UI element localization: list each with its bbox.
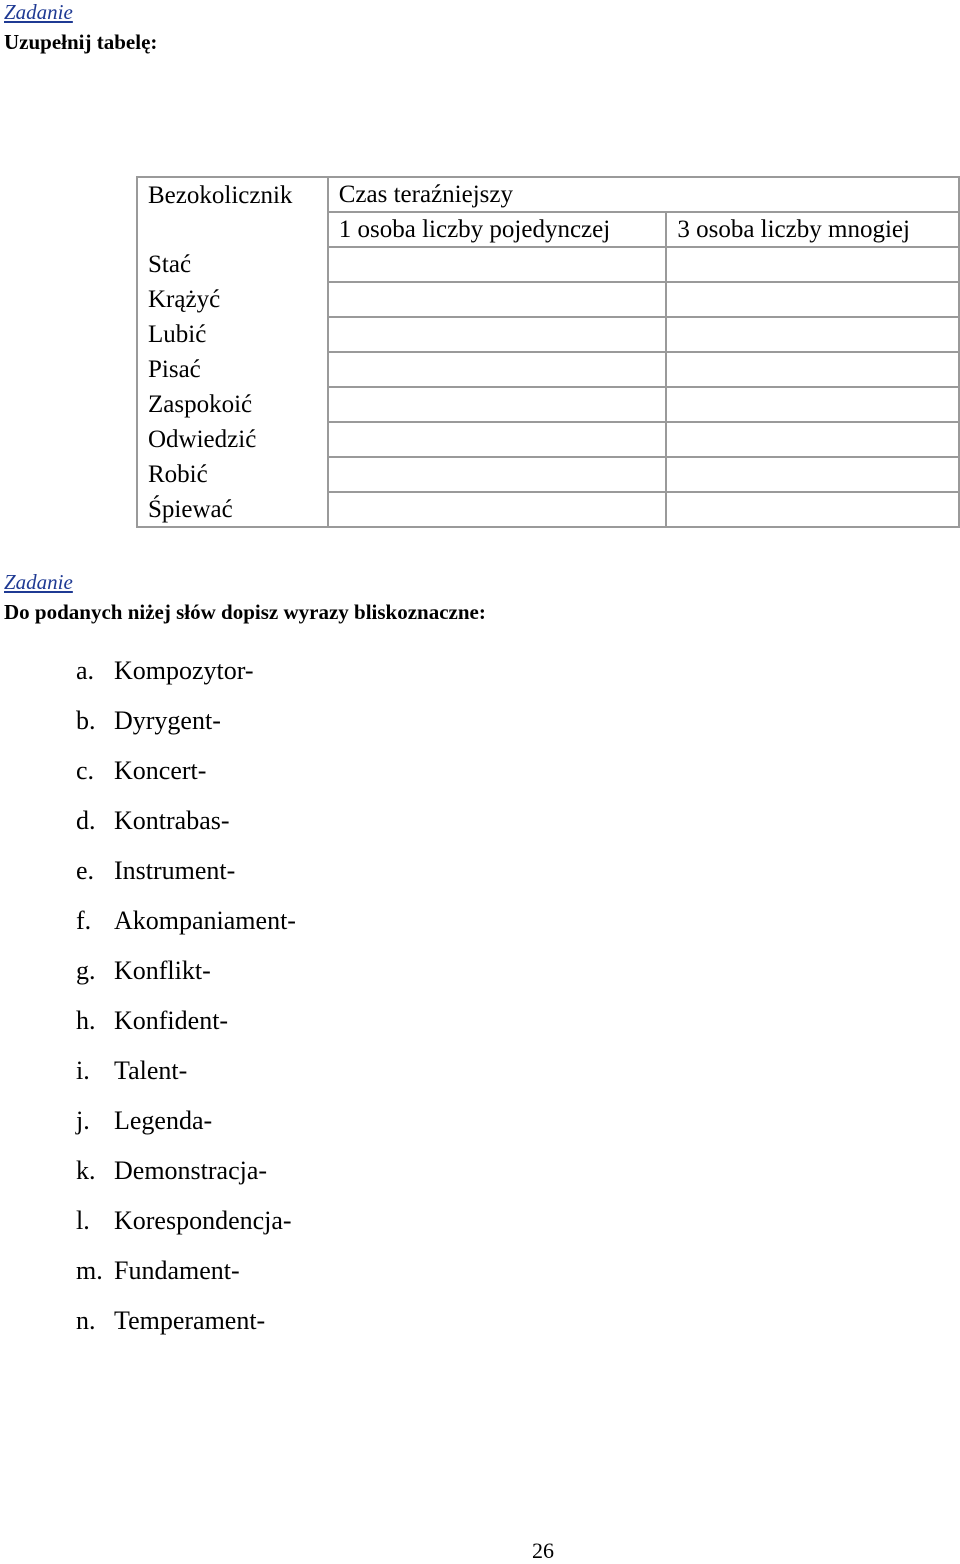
list-item xyxy=(76,906,296,936)
list-letter: g. xyxy=(76,956,96,985)
list-word: Konflikt- xyxy=(114,956,211,985)
list-word: Korespondencja- xyxy=(114,1206,292,1235)
tense-header: Czas teraźniejszy xyxy=(328,177,667,212)
answer-cell-1sg[interactable] xyxy=(328,387,667,422)
list-letter: d. xyxy=(76,806,96,835)
list-item xyxy=(76,956,211,986)
list-letter: c. xyxy=(76,756,95,785)
list-letter: j. xyxy=(76,1106,90,1135)
list-letter: a. xyxy=(76,656,95,685)
infinitive-header-blank xyxy=(137,212,328,247)
list-word: Kompozytor- xyxy=(114,656,254,685)
list-letter: l. xyxy=(76,1206,90,1235)
list-item xyxy=(76,1256,240,1286)
list-word: Temperament- xyxy=(114,1306,266,1335)
answer-cell-1sg[interactable] xyxy=(328,492,667,527)
list-item xyxy=(76,1006,228,1036)
answer-cell-3pl[interactable] xyxy=(666,247,959,282)
list-item xyxy=(76,706,221,736)
list-word: Legenda- xyxy=(114,1106,213,1135)
verb-table xyxy=(136,176,960,528)
list-item xyxy=(76,856,235,886)
verb-cell: Lubić xyxy=(137,317,328,352)
list-letter: m. xyxy=(76,1256,103,1285)
answer-cell-3pl[interactable] xyxy=(666,352,959,387)
verb-cell: Odwiedzić xyxy=(137,422,328,457)
answer-cell-3pl[interactable] xyxy=(666,282,959,317)
verb-cell: Krążyć xyxy=(137,282,328,317)
section2-instruction: Do podanych niżej słów dopisz wyrazy bliskoznaczne: xyxy=(4,600,486,624)
answer-cell-1sg[interactable] xyxy=(328,282,667,317)
list-letter: k. xyxy=(76,1156,96,1185)
answer-cell-1sg[interactable] xyxy=(328,247,667,282)
list-word: Fundament- xyxy=(114,1256,240,1285)
infinitive-header: Bezokolicznik xyxy=(137,177,328,212)
list-item xyxy=(76,656,254,686)
verb-cell: Stać xyxy=(137,247,328,282)
answer-cell-1sg[interactable] xyxy=(328,352,667,387)
list-letter: i. xyxy=(76,1056,90,1085)
list-letter: b. xyxy=(76,706,96,735)
verb-cell: Śpiewać xyxy=(137,492,328,527)
answer-cell-3pl[interactable] xyxy=(666,317,959,352)
page-number: 26 xyxy=(532,1538,554,1563)
third-person-plural-header: 3 osoba liczby mnogiej xyxy=(666,212,959,247)
list-word: Koncert- xyxy=(114,756,207,785)
tense-header-span xyxy=(666,177,959,212)
list-word: Instrument- xyxy=(114,856,236,885)
answer-cell-3pl[interactable] xyxy=(666,492,959,527)
verb-cell: Zaspokoić xyxy=(137,387,328,422)
verb-cell: Pisać xyxy=(137,352,328,387)
list-letter: h. xyxy=(76,1006,96,1035)
section1-heading: Zadanie xyxy=(4,0,73,24)
list-word: Konfident- xyxy=(114,1006,229,1035)
answer-cell-1sg[interactable] xyxy=(328,317,667,352)
list-word: Talent- xyxy=(114,1056,188,1085)
section2-heading: Zadanie xyxy=(4,570,73,594)
answer-cell-1sg[interactable] xyxy=(328,457,667,492)
list-item xyxy=(76,1056,187,1086)
section1-instruction: Uzupełnij tabelę: xyxy=(4,30,158,54)
first-person-singular-header: 1 osoba liczby pojedynczej xyxy=(328,212,667,247)
verb-cell: Robić xyxy=(137,457,328,492)
list-item xyxy=(76,806,230,836)
answer-cell-3pl[interactable] xyxy=(666,422,959,457)
answer-cell-1sg[interactable] xyxy=(328,422,667,457)
answer-cell-3pl[interactable] xyxy=(666,457,959,492)
answer-cell-3pl[interactable] xyxy=(666,387,959,422)
list-word: Akompaniament- xyxy=(114,906,296,935)
list-item xyxy=(76,756,206,786)
list-word: Kontrabas- xyxy=(114,806,230,835)
list-letter: f. xyxy=(76,906,92,935)
list-item xyxy=(76,1306,265,1336)
list-item xyxy=(76,1156,267,1186)
list-item xyxy=(76,1206,292,1236)
list-word: Demonstracja- xyxy=(114,1156,268,1185)
list-letter: n. xyxy=(76,1306,96,1335)
list-word: Dyrygent- xyxy=(114,706,221,735)
list-item xyxy=(76,1106,212,1136)
list-letter: e. xyxy=(76,856,95,885)
